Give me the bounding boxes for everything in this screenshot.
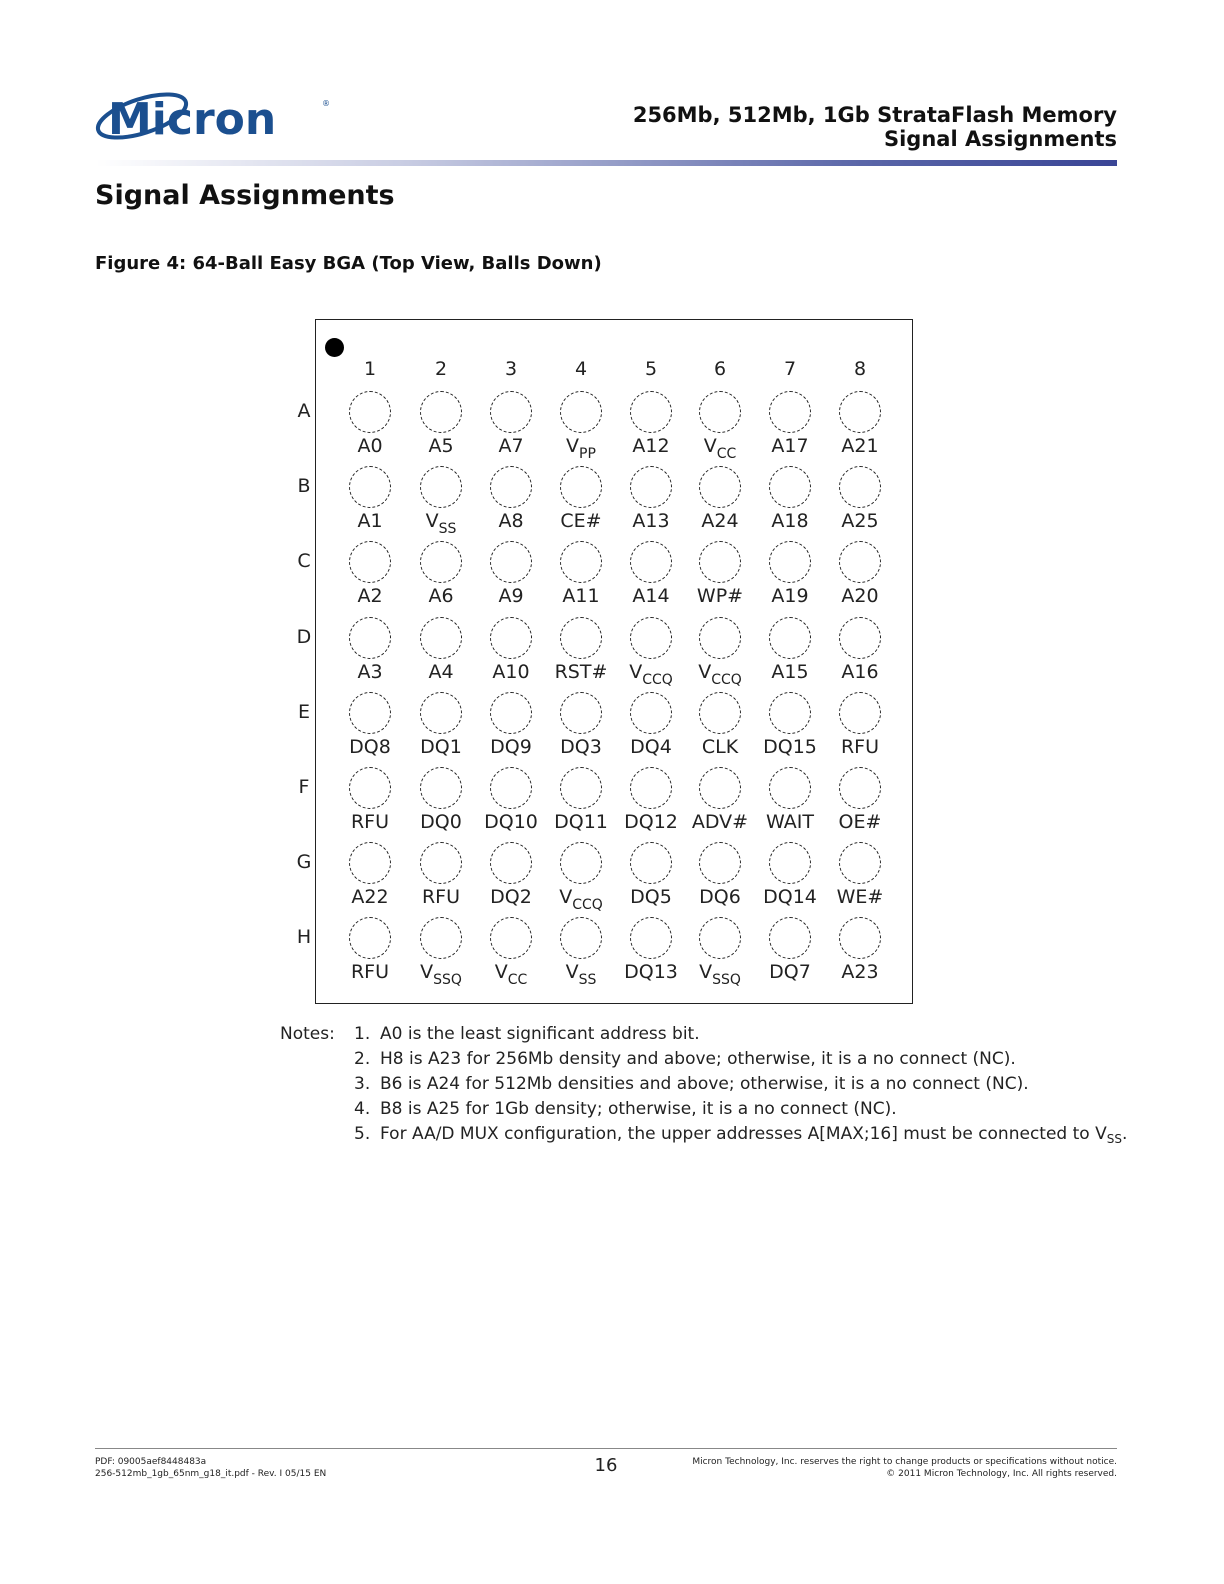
ball-signal-label: A20 xyxy=(841,585,879,608)
note-text: A0 is the least significant address bit. xyxy=(380,1024,700,1044)
bga-ball xyxy=(560,842,602,884)
ball-signal-label: $V_{SS}$ xyxy=(425,510,457,538)
bga-ball xyxy=(560,767,602,809)
bga-ball xyxy=(839,617,881,659)
bga-ball xyxy=(699,391,741,433)
bga-ball xyxy=(420,692,462,734)
ball-signal-label: A5 xyxy=(428,435,454,457)
ball-signal-label: A25 xyxy=(841,510,879,533)
ball-signal-label: ADV# xyxy=(691,811,749,833)
notes-list xyxy=(354,1022,1127,1147)
bga-ball xyxy=(630,692,672,734)
bga-ball xyxy=(490,391,532,433)
row-letter: A xyxy=(297,400,311,422)
bga-ball xyxy=(769,692,811,734)
ball-signal-label: DQ11 xyxy=(554,811,608,833)
ball-signal-label: DQ7 xyxy=(769,961,811,984)
ball-signal-label: DQ1 xyxy=(420,735,462,758)
bga-ball xyxy=(349,842,391,884)
ball-signal-label: A7 xyxy=(498,435,524,457)
bga-ball xyxy=(769,391,811,433)
bga-ball xyxy=(560,391,602,433)
ball-signal-label: $V_{SSQ}$ xyxy=(420,961,462,989)
ball-signal-label: DQ9 xyxy=(490,735,532,758)
ball-signal-label: A23 xyxy=(841,961,879,984)
bga-ball xyxy=(490,842,532,884)
footer-legal xyxy=(692,1456,1117,1480)
note-text: For AA/D MUX configuration, the upper addresses A[MAX;16] must be connected to $V_{SS}$. xyxy=(380,1124,1128,1146)
note-text: H8 is A23 for 256Mb density and above; otherwise, it is a no connect (NC). xyxy=(380,1049,1016,1069)
bga-ball xyxy=(420,466,462,508)
bga-ball xyxy=(630,466,672,508)
ball-signal-label: A24 xyxy=(701,510,739,533)
ball-signal-label: DQ5 xyxy=(630,886,672,909)
bga-ball xyxy=(420,842,462,884)
ball-signal-label: DQ4 xyxy=(630,735,672,758)
note-item xyxy=(354,1022,1127,1047)
footer-pdf-id: PDF: 09005aef8448483a xyxy=(95,1457,207,1467)
ball-signal-label: $V_{PP}$ xyxy=(566,435,596,462)
bga-ball xyxy=(560,466,602,508)
bga-ball xyxy=(630,391,672,433)
ball-signal-label: A10 xyxy=(492,660,530,683)
ball-signal-label: DQ15 xyxy=(763,735,817,758)
bga-ball xyxy=(699,466,741,508)
bga-ball xyxy=(699,692,741,734)
bga-ball xyxy=(560,692,602,734)
section-title: Signal Assignments xyxy=(95,180,395,211)
ball-signal-label: A1 xyxy=(357,510,383,533)
ball-signal-label: CE# xyxy=(560,510,602,533)
ball-signal-label: DQ14 xyxy=(763,886,817,909)
ball-signal-label: $V_{CC}$ xyxy=(703,435,737,462)
bga-ball xyxy=(699,842,741,884)
note-number: 4. xyxy=(354,1099,371,1119)
ball-signal-label: DQ13 xyxy=(624,961,678,984)
bga-ball xyxy=(839,767,881,809)
note-number: 5. xyxy=(354,1124,371,1144)
ball-signal-label: RFU xyxy=(421,886,461,909)
row-letter: F xyxy=(298,776,310,798)
ball-signal-label: A0 xyxy=(357,435,383,457)
ball-signal-label: A18 xyxy=(771,510,809,533)
figure-caption: Figure 4: 64-Ball Easy BGA (Top View, Balls Down) xyxy=(95,253,602,274)
bga-ball xyxy=(490,692,532,734)
bga-ball xyxy=(769,767,811,809)
bga-ball xyxy=(420,391,462,433)
column-number: 5 xyxy=(644,358,658,380)
ball-signal-label: DQ8 xyxy=(349,735,391,758)
note-item xyxy=(354,1097,1127,1122)
ball-signal-label: A21 xyxy=(841,435,879,457)
ball-signal-label: OE# xyxy=(838,811,882,833)
ball-signal-label: WE# xyxy=(836,886,884,909)
ball-signal-label: $V_{CCQ}$ xyxy=(559,886,603,914)
ball-signal-label: $V_{CCQ}$ xyxy=(698,660,742,688)
ball-signal-label: $V_{SS}$ xyxy=(565,961,597,989)
ball-signal-label: A4 xyxy=(428,660,454,683)
ball-signal-label: RFU xyxy=(350,811,390,833)
ball-signal-label: $V_{CC}$ xyxy=(494,961,528,989)
ball-signal-label: A17 xyxy=(771,435,809,457)
pin1-indicator-icon xyxy=(325,338,344,357)
footer-rule xyxy=(95,1448,1117,1449)
row-letter: B xyxy=(297,475,311,498)
ball-signal-label: WP# xyxy=(696,585,744,608)
bga-ball xyxy=(839,842,881,884)
ball-signal-label: DQ2 xyxy=(490,886,532,909)
ball-signal-label: DQ3 xyxy=(560,735,602,758)
note-number: 2. xyxy=(354,1049,371,1069)
ball-signal-label: A14 xyxy=(632,585,670,608)
note-item xyxy=(354,1072,1127,1097)
bga-ball xyxy=(420,617,462,659)
header-rule xyxy=(96,160,1117,166)
ball-signal-label: $V_{CCQ}$ xyxy=(629,660,673,688)
bga-ball xyxy=(839,466,881,508)
bga-ball xyxy=(630,617,672,659)
ball-signal-label: A9 xyxy=(498,585,524,608)
footer-doc-info xyxy=(95,1456,326,1480)
footer-copyright: © 2011 Micron Technology, Inc. All rights reserved. xyxy=(886,1469,1117,1479)
bga-ball xyxy=(839,692,881,734)
bga-ball xyxy=(769,617,811,659)
ball-signal-label: RST# xyxy=(554,660,608,683)
row-letter: G xyxy=(296,851,312,874)
bga-ball xyxy=(349,466,391,508)
note-item xyxy=(354,1047,1127,1072)
ball-signal-label: A22 xyxy=(351,886,389,909)
column-number: 8 xyxy=(853,358,867,380)
column-number: 6 xyxy=(713,358,727,380)
bga-ball xyxy=(349,767,391,809)
notes-label: Notes: xyxy=(280,1024,335,1044)
row-letter: E xyxy=(297,700,310,723)
ball-signal-label: A12 xyxy=(632,435,670,457)
note-item xyxy=(354,1122,1127,1147)
document-title xyxy=(633,103,1117,151)
bga-ball xyxy=(839,391,881,433)
note-text: B6 is A24 for 512Mb densities and above; otherwise, it is a no connect (NC). xyxy=(380,1074,1029,1094)
page-number: 16 xyxy=(594,1455,618,1476)
ball-signal-label: WAIT xyxy=(766,811,814,833)
column-number: 3 xyxy=(504,358,518,380)
bga-ball xyxy=(699,617,741,659)
bga-ball xyxy=(630,767,672,809)
ball-signal-label: A8 xyxy=(498,510,524,533)
ball-signal-label: A6 xyxy=(428,585,454,608)
bga-ball xyxy=(349,692,391,734)
bga-ball xyxy=(769,842,811,884)
bga-ball xyxy=(490,466,532,508)
column-number: 4 xyxy=(574,358,588,380)
document-title-line2: Signal Assignments xyxy=(883,127,1117,151)
ball-signal-label: DQ10 xyxy=(484,811,538,833)
svg-text:Micron: Micron xyxy=(108,94,277,145)
ball-signal-label: A13 xyxy=(632,510,670,533)
bga-ball xyxy=(420,767,462,809)
ball-signal-label: A11 xyxy=(562,585,600,608)
ball-signal-label: CLK xyxy=(701,735,739,758)
bga-ball xyxy=(630,842,672,884)
svg-text:®: ® xyxy=(322,99,330,108)
ball-signal-label: A19 xyxy=(771,585,809,608)
bga-ball xyxy=(560,617,602,659)
bga-ball xyxy=(769,466,811,508)
column-number: 2 xyxy=(434,358,448,380)
note-number: 3. xyxy=(354,1074,371,1094)
ball-signal-label: A16 xyxy=(841,660,879,683)
bga-ball xyxy=(490,617,532,659)
ball-signal-label: RFU xyxy=(350,961,390,984)
footer-filename: 256-512mb_1gb_65nm_g18_it.pdf - Rev. I 05/15 EN xyxy=(95,1469,327,1479)
ball-signal-label: DQ0 xyxy=(420,811,462,833)
note-text: B8 is A25 for 1Gb density; otherwise, it is a no connect (NC). xyxy=(380,1099,897,1119)
row-letter: H xyxy=(296,926,312,949)
bga-ball xyxy=(349,617,391,659)
row-letter: D xyxy=(296,625,312,648)
bga-ball xyxy=(349,391,391,433)
column-number: 7 xyxy=(783,358,797,380)
ball-signal-label: $V_{SSQ}$ xyxy=(699,961,741,989)
bga-ball xyxy=(699,767,741,809)
footer-disclaimer: Micron Technology, Inc. reserves the right to change products or specifications without notice. xyxy=(692,1457,1117,1467)
ball-signal-label: A15 xyxy=(771,660,809,683)
micron-logo xyxy=(94,80,334,154)
ball-signal-label: DQ12 xyxy=(624,811,678,833)
ball-signal-label: A3 xyxy=(357,660,383,683)
bga-ball xyxy=(490,767,532,809)
ball-signal-label: RFU xyxy=(840,735,880,758)
note-number: 1. xyxy=(354,1024,371,1044)
document-title-line1: 256Mb, 512Mb, 1Gb StrataFlash Memory xyxy=(632,103,1117,127)
ball-signal-label: A2 xyxy=(357,585,383,608)
ball-signal-label: DQ6 xyxy=(699,886,741,909)
column-number: 1 xyxy=(363,358,377,380)
row-letter: C xyxy=(297,550,311,573)
